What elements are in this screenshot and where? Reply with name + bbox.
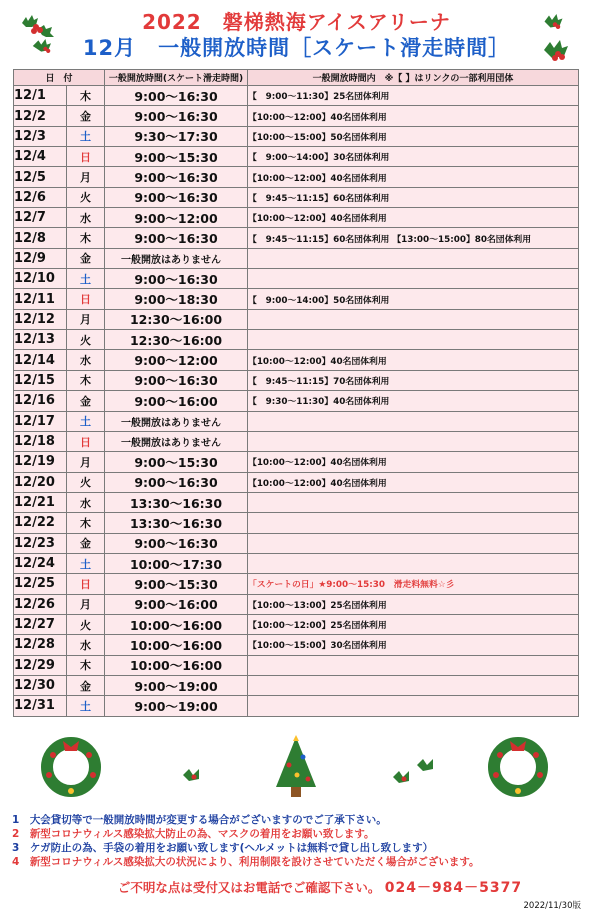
- note-cell: [248, 533, 579, 553]
- date-cell: 12/30: [14, 675, 67, 695]
- date-cell: 12/15: [14, 370, 67, 390]
- time-cell: 10:00～16:00: [105, 614, 248, 634]
- note-cell: [248, 675, 579, 695]
- table-row: [14, 167, 579, 187]
- note-cell: 【10:00～12:00】40名団体利用: [248, 167, 579, 187]
- time-cell: 10:00～16:00: [105, 655, 248, 675]
- page-title: 2022 磐梯熱海アイスアリーナ: [142, 10, 451, 34]
- weekday-cell: 土: [67, 696, 105, 716]
- version-label: 2022/11/30版: [523, 901, 581, 911]
- table-header-row: [14, 70, 579, 86]
- date-cell: 12/7: [14, 208, 67, 228]
- date-cell: 12/26: [14, 594, 67, 614]
- weekday-cell: 土: [67, 553, 105, 573]
- table-row: [14, 187, 579, 207]
- table-row: [14, 370, 579, 390]
- weekday-cell: 水: [67, 635, 105, 655]
- holly-icon: [393, 759, 433, 783]
- christmas-decoration: [13, 735, 578, 800]
- time-cell: 9:00～16:30: [105, 167, 248, 187]
- page-subtitle: 12月 一般開放時間［スケート滑走時間］: [82, 36, 511, 60]
- date-cell: 12/27: [14, 614, 67, 634]
- weekday-cell: 土: [67, 126, 105, 146]
- table-row: [14, 533, 579, 553]
- date-cell: 12/31: [14, 696, 67, 716]
- note-cell: 【10:00～15:00】30名団体利用: [248, 635, 579, 655]
- note-cell: [248, 248, 579, 268]
- table-row: [14, 452, 579, 472]
- time-cell: 9:00～15:30: [105, 574, 248, 594]
- notice-item: 1 大会貸切等で一般開放時間が変更する場合がございますのでご了承下さい。: [12, 814, 387, 826]
- note-cell: 【10:00～15:00】50名団体利用: [248, 126, 579, 146]
- contact-text: ご不明な点は受付又はお電話でご確認下さい。: [117, 880, 381, 895]
- time-cell: 13:30～16:30: [105, 513, 248, 533]
- time-cell: 9:00～16:30: [105, 86, 248, 106]
- table-row: [14, 614, 579, 634]
- weekday-cell: 日: [67, 574, 105, 594]
- time-cell: 10:00～17:30: [105, 553, 248, 573]
- weekday-cell: 木: [67, 513, 105, 533]
- date-cell: 12/10: [14, 269, 67, 289]
- weekday-cell: 日: [67, 431, 105, 451]
- table-row: [14, 696, 579, 716]
- date-cell: 12/22: [14, 513, 67, 533]
- weekday-cell: 木: [67, 228, 105, 248]
- time-cell: 一般開放はありません: [105, 431, 248, 451]
- date-cell: 12/9: [14, 248, 67, 268]
- christmas-tree-icon: [276, 735, 316, 797]
- weekday-cell: 木: [67, 655, 105, 675]
- time-cell: 9:30～17:30: [105, 126, 248, 146]
- notice-item: 3 ケガ防止の為、手袋の着用をお願い致します(ヘルメットは無料で貸し出し致します）: [12, 842, 434, 854]
- weekday-cell: 金: [67, 106, 105, 126]
- weekday-cell: 水: [67, 492, 105, 512]
- weekday-cell: 土: [67, 269, 105, 289]
- date-cell: 12/8: [14, 228, 67, 248]
- weekday-cell: 木: [67, 370, 105, 390]
- weekday-cell: 日: [67, 289, 105, 309]
- weekday-cell: 水: [67, 350, 105, 370]
- wreath-icon: [46, 741, 96, 794]
- note-cell: 【 9:00～14:00】50名団体利用: [248, 289, 579, 309]
- notice-item: 2 新型コロナウィルス感染拡大防止の為、マスクの着用をお願い致します。: [12, 828, 375, 840]
- weekday-cell: 金: [67, 391, 105, 411]
- note-cell: 【 9:30～11:30】40名団体利用: [248, 391, 579, 411]
- note-cell: 【10:00～12:00】40名団体利用: [248, 208, 579, 228]
- table-row: [14, 594, 579, 614]
- table-row: [14, 411, 579, 431]
- date-cell: 12/25: [14, 574, 67, 594]
- time-cell: 10:00～16:00: [105, 635, 248, 655]
- time-cell: 9:00～19:00: [105, 696, 248, 716]
- wreath-icon: [493, 741, 543, 794]
- schedule-table: [13, 69, 579, 717]
- time-cell: 9:00～16:30: [105, 269, 248, 289]
- date-cell: 12/1: [14, 86, 67, 106]
- note-cell: 【 9:00～14:00】30名団体利用: [248, 147, 579, 167]
- note-cell: [248, 655, 579, 675]
- time-cell: 9:00～19:00: [105, 675, 248, 695]
- time-cell: 13:30～16:30: [105, 492, 248, 512]
- header-date: 日 付: [14, 70, 105, 86]
- date-cell: 12/18: [14, 431, 67, 451]
- weekday-cell: 火: [67, 472, 105, 492]
- note-cell: 【10:00～12:00】40名団体利用: [248, 472, 579, 492]
- date-cell: 12/4: [14, 147, 67, 167]
- weekday-cell: 日: [67, 147, 105, 167]
- note-cell: [248, 431, 579, 451]
- date-cell: 12/2: [14, 106, 67, 126]
- date-cell: 12/14: [14, 350, 67, 370]
- table-row: [14, 574, 579, 594]
- note-cell: 【 9:45～11:15】70名団体利用: [248, 370, 579, 390]
- time-cell: 9:00～16:30: [105, 472, 248, 492]
- table-row: [14, 472, 579, 492]
- table-row: [14, 147, 579, 167]
- table-row: [14, 208, 579, 228]
- header-time: 一般開放時間(スケート滑走時間): [105, 70, 248, 86]
- note-cell: [248, 492, 579, 512]
- header-note: 一般開放時間内 ※【 】はリンクの一部利用団体: [248, 70, 579, 86]
- date-cell: 12/29: [14, 655, 67, 675]
- date-cell: 12/6: [14, 187, 67, 207]
- time-cell: 9:00～12:00: [105, 208, 248, 228]
- weekday-cell: 月: [67, 594, 105, 614]
- date-cell: 12/28: [14, 635, 67, 655]
- date-cell: 12/12: [14, 309, 67, 329]
- note-cell: [248, 696, 579, 716]
- table-row: [14, 248, 579, 268]
- note-cell: 【10:00～12:00】40名団体利用: [248, 452, 579, 472]
- table-row: [14, 513, 579, 533]
- weekday-cell: 火: [67, 187, 105, 207]
- date-cell: 12/11: [14, 289, 67, 309]
- notice-list: [12, 813, 587, 869]
- date-cell: 12/17: [14, 411, 67, 431]
- note-cell: [248, 269, 579, 289]
- table-row: [14, 330, 579, 350]
- table-row: [14, 635, 579, 655]
- note-cell: 「スケートの日」★9:00～15:30 滑走料無料☆彡: [248, 574, 579, 594]
- note-cell: [248, 553, 579, 573]
- phone-number: 024－984－5377: [384, 880, 523, 896]
- time-cell: 9:00～16:30: [105, 106, 248, 126]
- time-cell: 9:00～15:30: [105, 452, 248, 472]
- table-row: [14, 350, 579, 370]
- weekday-cell: 木: [67, 86, 105, 106]
- table-row: [14, 86, 579, 106]
- table-row: [14, 431, 579, 451]
- note-cell: 【10:00～12:00】40名団体利用: [248, 106, 579, 126]
- weekday-cell: 月: [67, 167, 105, 187]
- weekday-cell: 水: [67, 208, 105, 228]
- table-row: [14, 553, 579, 573]
- date-cell: 12/21: [14, 492, 67, 512]
- time-cell: 9:00～16:30: [105, 187, 248, 207]
- note-cell: [248, 411, 579, 431]
- holly-icon: [183, 769, 199, 781]
- weekday-cell: 月: [67, 309, 105, 329]
- note-cell: [248, 309, 579, 329]
- table-row: [14, 655, 579, 675]
- note-cell: 【 9:00～11:30】25名団体利用: [248, 86, 579, 106]
- table-row: [14, 391, 579, 411]
- date-cell: 12/13: [14, 330, 67, 350]
- weekday-cell: 金: [67, 533, 105, 553]
- table-row: [14, 106, 579, 126]
- date-cell: 12/3: [14, 126, 67, 146]
- table-row: [14, 289, 579, 309]
- contact-line: [60, 877, 580, 897]
- time-cell: 9:00～16:30: [105, 533, 248, 553]
- note-cell: 【 9:45～11:15】60名団体利用 【13:00～15:00】80名団体利用: [248, 228, 579, 248]
- notice-item: 4 新型コロナウィルス感染拡大の状況により、利用制限を設けさせていただく場合がございます。: [12, 856, 480, 868]
- time-cell: 9:00～16:30: [105, 228, 248, 248]
- date-cell: 12/5: [14, 167, 67, 187]
- note-cell: 【10:00～12:00】40名団体利用: [248, 350, 579, 370]
- table-row: [14, 675, 579, 695]
- note-cell: [248, 330, 579, 350]
- time-cell: 9:00～12:00: [105, 350, 248, 370]
- time-cell: 一般開放はありません: [105, 248, 248, 268]
- date-cell: 12/20: [14, 472, 67, 492]
- time-cell: 9:00～16:00: [105, 391, 248, 411]
- note-cell: 【 9:45～11:15】60名団体利用: [248, 187, 579, 207]
- date-cell: 12/16: [14, 391, 67, 411]
- table-row: [14, 492, 579, 512]
- note-cell: 【10:00～13:00】25名団体利用: [248, 594, 579, 614]
- date-cell: 12/19: [14, 452, 67, 472]
- weekday-cell: 金: [67, 248, 105, 268]
- weekday-cell: 月: [67, 452, 105, 472]
- table-row: [14, 126, 579, 146]
- time-cell: 一般開放はありません: [105, 411, 248, 431]
- time-cell: 9:00～18:30: [105, 289, 248, 309]
- weekday-cell: 土: [67, 411, 105, 431]
- table-row: [14, 269, 579, 289]
- table-row: [14, 309, 579, 329]
- time-cell: 12:30～16:00: [105, 309, 248, 329]
- table-row: [14, 228, 579, 248]
- time-cell: 9:00～16:30: [105, 370, 248, 390]
- note-cell: 【10:00～12:00】25名団体利用: [248, 614, 579, 634]
- time-cell: 9:00～15:30: [105, 147, 248, 167]
- time-cell: 12:30～16:00: [105, 330, 248, 350]
- weekday-cell: 火: [67, 330, 105, 350]
- date-cell: 12/24: [14, 553, 67, 573]
- weekday-cell: 金: [67, 675, 105, 695]
- note-cell: [248, 513, 579, 533]
- weekday-cell: 火: [67, 614, 105, 634]
- date-cell: 12/23: [14, 533, 67, 553]
- time-cell: 9:00～16:00: [105, 594, 248, 614]
